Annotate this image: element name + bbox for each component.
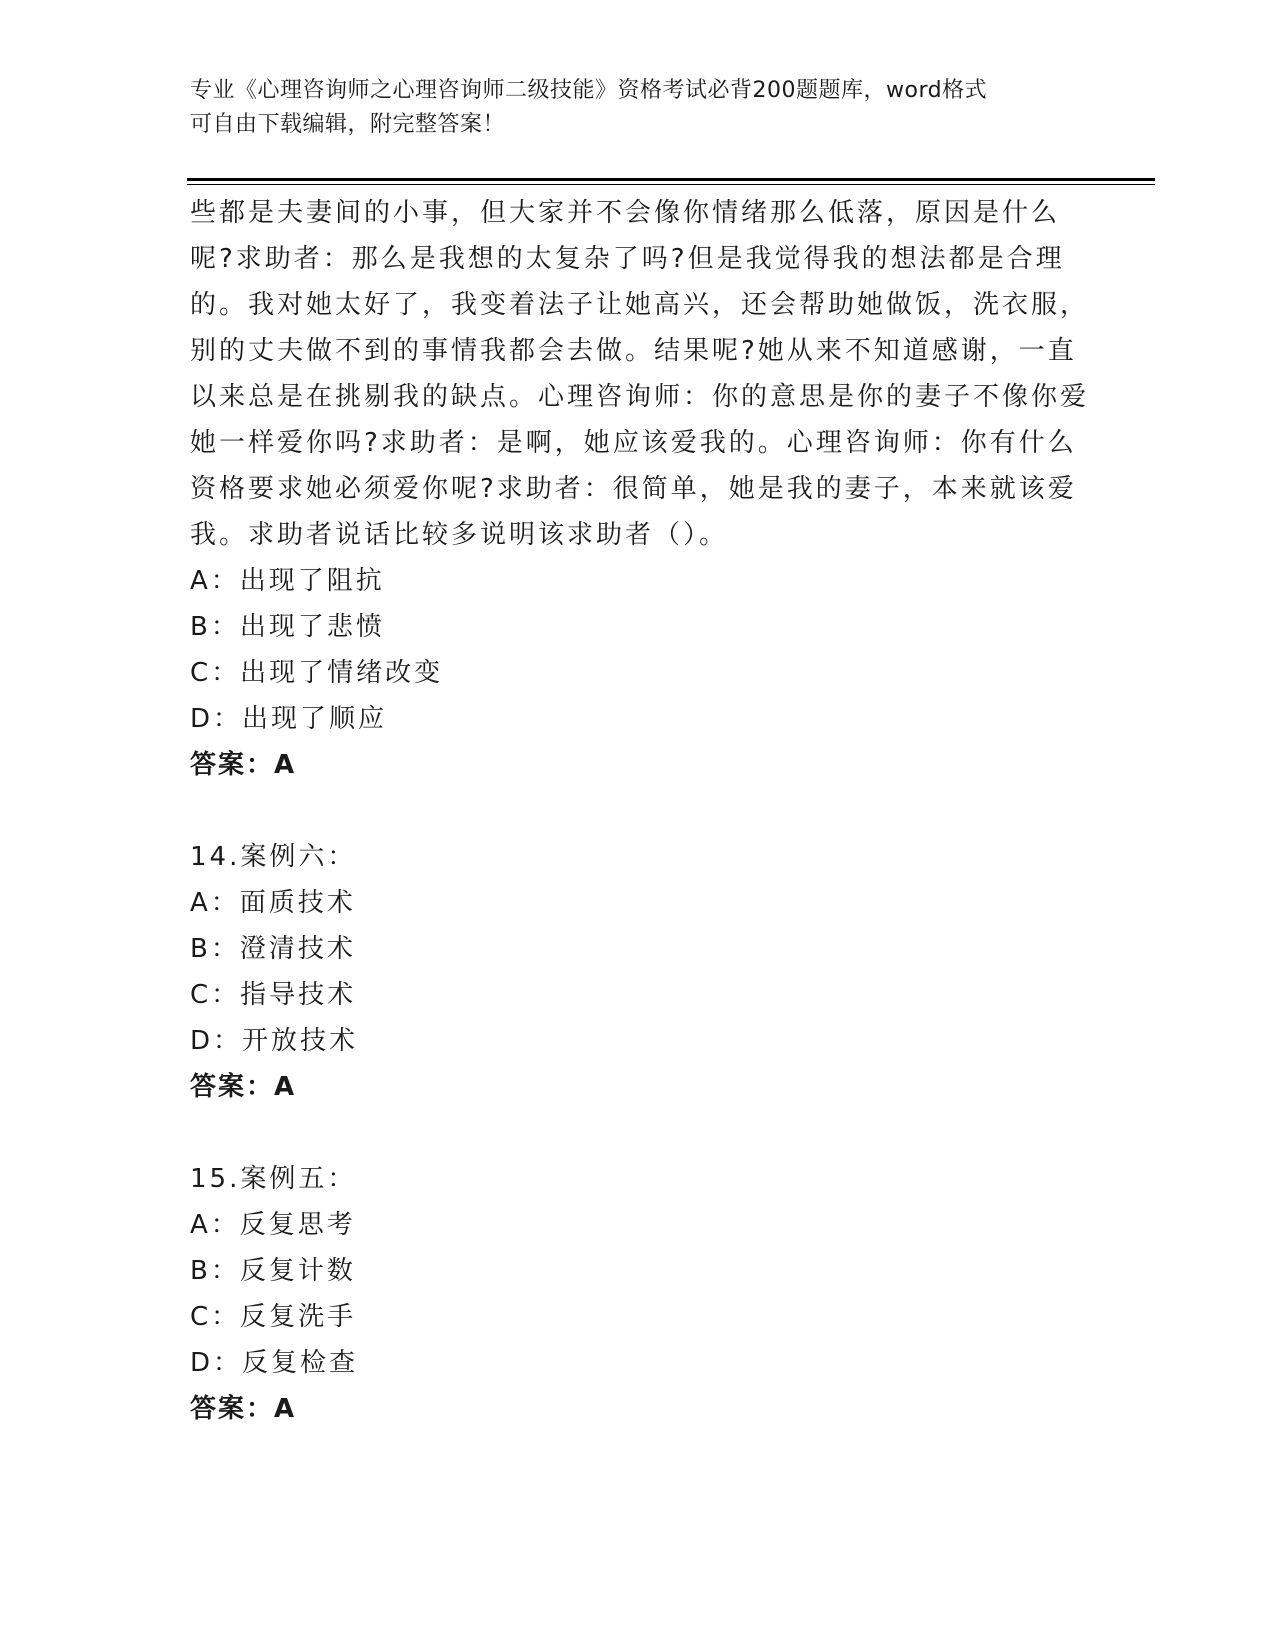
question-14	[190, 834, 1090, 1110]
question-14-option-a: A：面质技术	[190, 888, 356, 918]
question-13-option-c: C：出现了情绪改变	[190, 658, 444, 688]
question-13-option-d: D：出现了顺应	[190, 704, 388, 734]
document-body	[190, 190, 1090, 1432]
question-14-answer: 答案：A	[190, 1072, 297, 1102]
question-14-option-b: B：澄清技术	[190, 934, 356, 964]
question-13-answer: 答案：A	[190, 750, 297, 780]
header-line-2: 可自由下载编辑，附完整答案！	[190, 112, 506, 137]
question-13-option-b: B：出现了悲愤	[190, 612, 385, 642]
question-15-title: 15.案例五：	[190, 1164, 357, 1194]
question-15-option-c: C：反复洗手	[190, 1302, 357, 1332]
question-15-answer: 答案：A	[190, 1394, 297, 1424]
header-line-1: 专业《心理咨询师之心理咨询师二级技能》资格考试必背200题题库，word格式	[190, 78, 988, 103]
question-13	[190, 190, 1090, 788]
question-14-option-d: D：开放技术	[190, 1026, 359, 1056]
question-13-option-a: A：出现了阻抗	[190, 566, 385, 596]
question-15-option-b: B：反复计数	[190, 1256, 356, 1286]
question-14-title: 14.案例六：	[190, 842, 357, 872]
question-13-stem: 些都是夫妻间的小事，但大家并不会像你情绪那么低落，原因是什么呢?求助者：那么是我想的太复杂了吗?但是我觉得我的想法都是合理的。我对她太好了，我变着法子让她高兴，还会帮助她做饭，洗衣服，别的丈夫做不到的事情我都会去做。结果呢?她从来不知道感谢，一直以来总是在挑剔我的缺点。心理咨询师：你的意思是你的妻子不像你爱她一样爱你吗?求助者：是啊，她应该爱我的。心理咨询师：你有什么资格要求她必须爱你呢?求助者：很简单，她是我的妻子，本来就该爱我。求助者说话比较多说明该求助者（）。	[190, 198, 1090, 550]
question-15-option-d: D：反复检查	[190, 1348, 359, 1378]
header-divider-thick	[187, 178, 1155, 181]
question-14-option-c: C：指导技术	[190, 980, 357, 1010]
header-divider-thin	[187, 184, 1155, 185]
page-header	[190, 74, 1090, 142]
question-15-option-a: A：反复思考	[190, 1210, 356, 1240]
question-15	[190, 1156, 1090, 1432]
